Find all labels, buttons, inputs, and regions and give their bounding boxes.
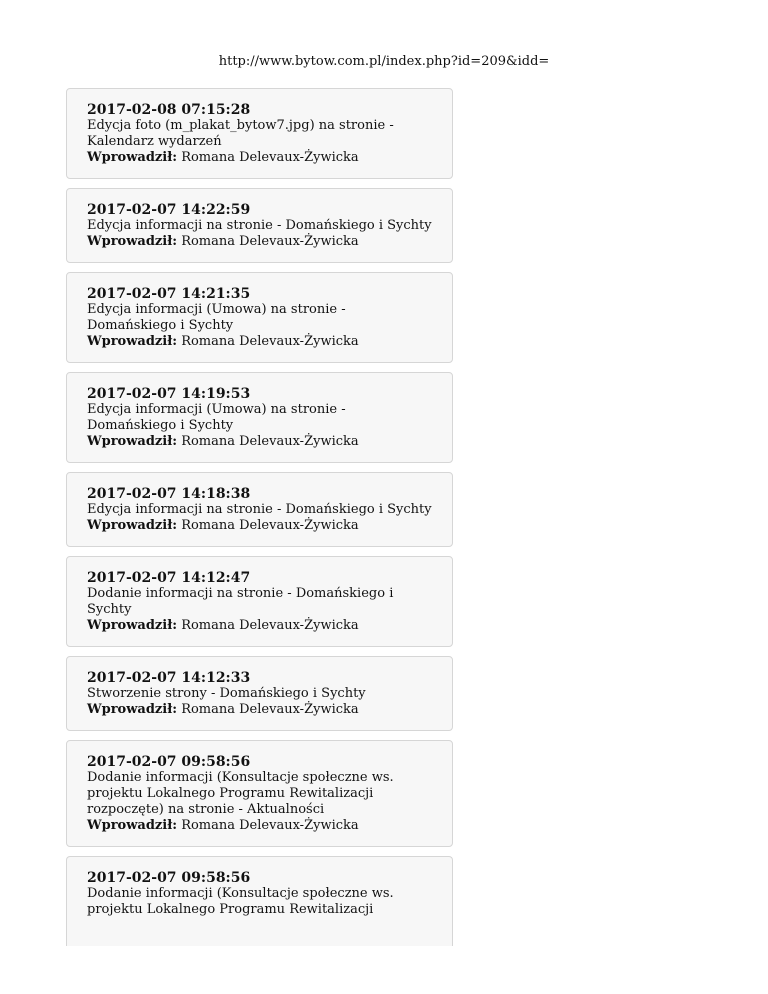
- entry-author-line: [87, 234, 434, 250]
- log-entry: [66, 472, 453, 547]
- entry-author-line: [87, 518, 434, 534]
- entry-author-line: [87, 434, 434, 450]
- entry-timestamp: 2017-02-07 09:58:56: [87, 754, 251, 770]
- entry-description: Stworzenie strony - Domańskiego i Sychty: [87, 686, 366, 701]
- entry-author: Romana Delevaux-Żywicka: [181, 334, 359, 349]
- author-label: Wprowadził:: [87, 702, 178, 717]
- entry-description: Edycja informacji na stronie - Domańskiego i Sychty: [87, 218, 432, 233]
- log-entry: [66, 656, 453, 731]
- entry-author-line: [87, 702, 434, 718]
- entry-author: Romana Delevaux-Żywicka: [181, 434, 359, 449]
- entry-author: Romana Delevaux-Żywicka: [181, 234, 359, 249]
- entry-timestamp: 2017-02-07 14:22:59: [87, 202, 251, 218]
- entry-author: Romana Delevaux-Żywicka: [181, 818, 359, 833]
- entry-description: Edycja informacji (Umowa) na stronie - Domańskiego i Sychty: [87, 302, 346, 333]
- log-entry: [66, 372, 453, 463]
- entry-author: Romana Delevaux-Żywicka: [181, 518, 359, 533]
- author-label: Wprowadził:: [87, 818, 178, 833]
- entry-description: Edycja informacji na stronie - Domańskiego i Sychty: [87, 502, 432, 517]
- author-label: Wprowadził:: [87, 618, 178, 633]
- page-url: http://www.bytow.com.pl/index.php?id=209&idd=: [218, 54, 550, 69]
- entry-author: Romana Delevaux-Żywicka: [181, 618, 359, 633]
- entry-timestamp: 2017-02-07 14:12:33: [87, 670, 251, 686]
- log-entry: [66, 188, 453, 263]
- entry-description: Dodanie informacji (Konsultacje społeczne ws. projektu Lokalnego Programu Rewitalizacji: [87, 886, 394, 917]
- log-entry: [66, 740, 453, 847]
- entry-description: Dodanie informacji na stronie - Domańskiego i Sychty: [87, 586, 394, 617]
- author-label: Wprowadził:: [87, 150, 178, 165]
- log-entry: [66, 272, 453, 363]
- entry-description: Edycja foto (m_plakat_bytow7.jpg) na stronie - Kalendarz wydarzeń: [87, 118, 394, 149]
- author-label: Wprowadził:: [87, 518, 178, 533]
- entry-timestamp: 2017-02-08 07:15:28: [87, 102, 251, 118]
- entry-author-line: [87, 818, 434, 834]
- entry-author: Romana Delevaux-Żywicka: [181, 150, 359, 165]
- entry-timestamp: 2017-02-07 14:19:53: [87, 386, 251, 402]
- change-log-list: [66, 88, 453, 955]
- entry-description: Dodanie informacji (Konsultacje społeczne ws. projektu Lokalnego Programu Rewitalizacji rozpoczęte) na stronie - Aktualności: [87, 770, 394, 817]
- entry-author: Romana Delevaux-Żywicka: [181, 702, 359, 717]
- entry-timestamp: 2017-02-07 09:58:56: [87, 870, 251, 886]
- author-label: Wprowadził:: [87, 434, 178, 449]
- log-entry: [66, 88, 453, 179]
- entry-timestamp: 2017-02-07 14:21:35: [87, 286, 251, 302]
- entry-author-line: [87, 618, 434, 634]
- entry-author-line: [87, 334, 434, 350]
- entry-author-line: [87, 150, 434, 166]
- log-entry: [66, 556, 453, 647]
- author-label: Wprowadził:: [87, 234, 178, 249]
- entry-timestamp: 2017-02-07 14:12:47: [87, 570, 251, 586]
- entry-description: Edycja informacji (Umowa) na stronie - Domańskiego i Sychty: [87, 402, 346, 433]
- author-label: Wprowadził:: [87, 334, 178, 349]
- entry-timestamp: 2017-02-07 14:18:38: [87, 486, 251, 502]
- log-entry-partial: [66, 856, 453, 946]
